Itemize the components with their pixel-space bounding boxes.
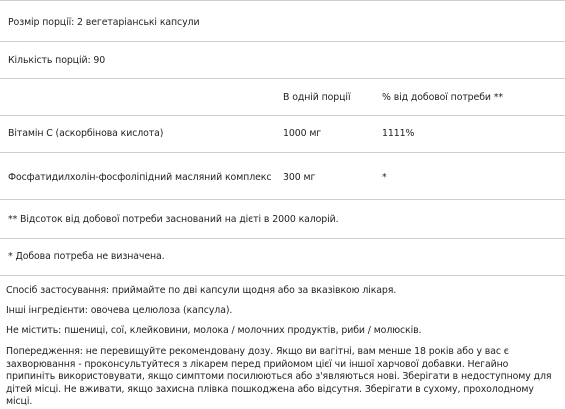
divider: [0, 115, 565, 116]
footnote-daily-value: ** Відсоток від добової потреби заснований на дієті в 2000 калорій.: [8, 214, 339, 225]
free-from: Не містить: пшениці, сої, клейковини, молока / молочних продуктів, риби / молюсків.: [6, 325, 422, 336]
other-ingredients: Інші інгредієнти: овочева целюлоза (капсула).: [6, 305, 233, 316]
serving-size: Розмір порції: 2 вегетаріанські капсули: [8, 17, 200, 28]
ingredient-name: Вітамін С (аскорбінова кислота): [8, 128, 164, 139]
divider: [0, 199, 565, 200]
ingredient-daily-value: *: [382, 172, 387, 183]
ingredient-daily-value: 1111%: [382, 128, 415, 139]
footnote-not-established: * Добова потреба не визначена.: [8, 251, 165, 262]
usage-directions: Спосіб застосування: приймайте по дві капсули щодня або за вказівкою лікаря.: [6, 285, 397, 296]
ingredient-amount: 300 мг: [283, 172, 316, 183]
header-daily-value: % від добової потреби **: [382, 92, 503, 103]
divider: [0, 0, 565, 1]
divider: [0, 238, 565, 239]
servings-count: Кількість порцій: 90: [8, 55, 106, 66]
header-amount-per-serving: В одній порції: [283, 92, 351, 103]
divider: [0, 41, 565, 42]
divider: [0, 78, 565, 79]
divider: [0, 275, 565, 276]
warning-text: Попередження: не перевищуйте рекомендовану дозу. Якщо ви вагітні, вам менше 18 років або у вас є захворювання - проконсультуйтеся з лікарем перед прийомом цієї чи іншої харчової добавки. Негайно припиніть використовувати, якщо симптоми посилюються або з'являються нові. Зберігати в недоступному для дітей місці. Не вживати, якщо захисна плівка пошкоджена або відсутня. Зберігати в сухому, прохолодному місці.: [6, 346, 552, 407]
ingredient-name: Фосфатидилхолін-фосфоліпідний масляний комплекс: [8, 172, 272, 183]
divider: [0, 152, 565, 153]
ingredient-amount: 1000 мг: [283, 128, 322, 139]
